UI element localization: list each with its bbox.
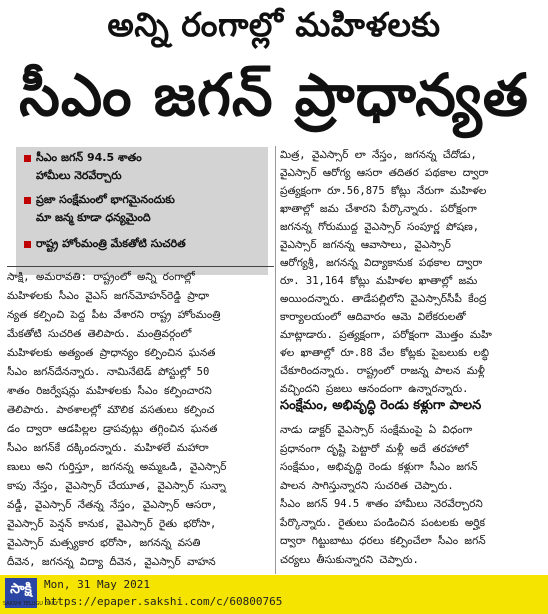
column-divider	[275, 146, 276, 574]
body-text-line: చేకూరిందన్నారు. రాష్ట్రంలో రాజన్న పాలన మళ్లీ	[280, 365, 485, 377]
body-text-line: అయిందన్నారు. తాడేపల్లిలోని వైఎస్సార్‌సీపీ కేంద్ర	[280, 293, 487, 305]
body-text-line: ళల ఖాతాల్లో రూ.88 వేల కోట్లకు పైబలుకు లబ్ధి	[280, 347, 489, 359]
body-text-line: వచ్చిందని ప్రజలు ఆనందంగా ఉన్నారన్నారు.	[280, 383, 469, 395]
body-text-line: న్యత కల్పించి పెద్ద పీట వేశారని రాష్ట్ర హోంమంత్రి	[7, 309, 221, 321]
body-text-line: కాపు నేస్తం, వైఎస్సార్ చేయూత, వైఎస్సార్ సున్నా	[7, 480, 226, 492]
body-text-line: కార్యాలయంలో ఆదివారం ఆమె విలేకరులతో	[280, 311, 466, 323]
article-kicker: అన్ని రంగాల్లో మహిళలకు	[107, 5, 441, 44]
body-text-line: ప్రధానంగా దృష్టి పెట్టారో మళ్లీ అదే తరహాలో	[280, 442, 469, 455]
highlight-1-line-2: హామీలు నెరవేర్చారు	[36, 169, 122, 182]
body-text-line: మిత్ర, వైఎస్సార్ లా నేస్తం, జగనన్న చేదోడు,	[280, 149, 477, 161]
source-url[interactable]: https://epaper.sakshi.com/c/60800765	[44, 595, 283, 608]
body-text-line: ప్రత్యక్షంగా రూ.56,875 కోట్లు నేరుగా మహిళల	[280, 185, 487, 197]
bullet-icon	[24, 197, 31, 204]
article-subhead: సంక్షేమం, అభివృద్ధి రెండు కళ్లుగా పాలన	[280, 398, 482, 413]
bullet-icon	[24, 241, 31, 248]
body-text-line: మహిళలకు సీఎం వైఎస్ జగన్‌మోహన్‌రెడ్డి ప్రాధా	[7, 290, 210, 302]
sakshi-logo: సాక్షి	[5, 578, 37, 608]
highlight-2-line-2: మా జన్మ కూడా ధన్యమైంది	[36, 211, 151, 224]
article-headline: సీఎం జగన్ ప్రాధాన్యత	[19, 61, 529, 129]
body-text-line: సీఎం జగన్ 94.5 శాతం హామీలు నెరవేర్చారని	[280, 498, 483, 510]
body-text-line: సీఎం జగన్‌కే దక్కిందన్నారు. మహిళలే మహారా	[7, 442, 209, 454]
body-text-line: ణులు అని గుర్తిస్తూ, జగనన్న అమ్మఒడి, వైఎస్సార్	[7, 461, 227, 473]
body-text-line: జగనన్న గోరుముద్ద వైఎస్సార్ సంపూర్ణ పోషణ,	[280, 221, 480, 233]
body-text-line: తెలిపారు. పాఠశాలల్లో మౌలిక వసతులు కల్పించ	[7, 404, 215, 416]
body-text-line: వైఎస్సార్ పెన్షన్ కానుక, వైఎస్సార్ రైతు భరోసా,	[7, 518, 217, 530]
highlight-2-line-1: ప్రజా సంక్షేమంలో భాగమైనందుకు	[36, 193, 175, 206]
body-text-line: సంక్షేమం, అభివృద్ధి రెండు కళ్లుగా సీఎం జగన్	[280, 461, 478, 473]
body-text-line: మాట్లాడారు. ప్రత్యక్షంగా, పరోక్షంగా మొత్తం మహి	[280, 329, 492, 341]
body-text-line: వైఎస్సార్ మత్స్యకార భరోసా, జగనన్న వసతి	[7, 537, 201, 549]
bullet-icon	[24, 155, 31, 162]
logo-subtext: SAKSHI TELUGU DAILY	[3, 601, 59, 607]
highlight-3-line-1: రాష్ట్ర హోంమంత్రి మేకతోటి సుచరిత	[36, 237, 186, 250]
body-text-line: పేర్కొన్నారు. రైతులు పండించిన పంటలకు అర్హిక	[280, 516, 485, 529]
body-text-line: ఖాతాల్లో జమ చేశారని పేర్కొన్నారు. పరోక్షంగా	[280, 203, 477, 215]
body-text-line: వడ్డీ, వైఎస్సార్ నేతన్న నేస్తం, వైఎస్సార్ ఆసరా,	[7, 499, 218, 511]
body-text-line: దీవెన, జగనన్న విద్యా దీవెన, వైఎస్సార్ వాహన	[7, 556, 216, 568]
body-text-line: రూ. 31,164 కోట్లు మహిళల ఖాతాల్లో జమ	[280, 275, 478, 287]
highlights-box	[16, 147, 268, 275]
body-text-line: డం ద్వారా ఆడపిల్లల డ్రాపవుట్లు తగ్గించిన ఘనత	[7, 423, 218, 435]
body-text-line: వైఎస్సార్ జగనన్న ఆవాసాలు, వైఎస్సార్	[280, 239, 451, 251]
body-text-line: పాలన సాగిస్తున్నారని సుచరిత చెప్పారు.	[280, 479, 454, 492]
body-text-line: సాక్షి, అమరావతి: రాష్ట్రంలో అన్ని రంగాల్లో	[7, 271, 195, 283]
highlight-item-3	[24, 235, 186, 252]
body-text-line: మేకతోటి సుచరిత తెలిపారు. మంత్రివర్గంలో	[7, 328, 192, 340]
publish-date: Mon, 31 May 2021	[44, 578, 150, 591]
body-text-line: ద్వారా గిట్టుబాటు ధరలు కల్పించేలా సీఎం జగన్	[280, 535, 486, 547]
body-text-line: ఆరోగ్యశ్రీ, జగనన్న విద్యాకానుక పథకాల ద్వారా	[280, 257, 483, 269]
body-text-line: వైఎస్సార్ ఆరోగ్య ఆసరా తదితర పథకాల ద్వారా	[280, 167, 489, 179]
body-text-line: మహిళలకు అత్యంత ప్రాధాన్యం కల్పించిన ఘనత	[7, 347, 216, 359]
section-rule	[7, 266, 274, 267]
highlight-item-2	[24, 191, 175, 208]
body-text-line: నాడు డాక్టర్ వైఎస్సార్ సంక్షేమంపై ఏ విధంగా	[280, 424, 473, 436]
body-text-line: చర్యలు తీసుకున్నారని చెప్పారు.	[280, 553, 419, 566]
body-text-line: సీఎం జగన్‌దేనన్నారు. నామినేటెడ్ పోస్టుల్లో 50	[7, 366, 210, 378]
highlight-item-1	[24, 149, 142, 166]
body-text-line: శాతం రిజర్వేషన్లు మహిళలకు సీఎం కల్పించారని	[7, 385, 212, 397]
highlight-1-line-1: సీఎం జగన్ 94.5 శాతం	[36, 151, 142, 164]
